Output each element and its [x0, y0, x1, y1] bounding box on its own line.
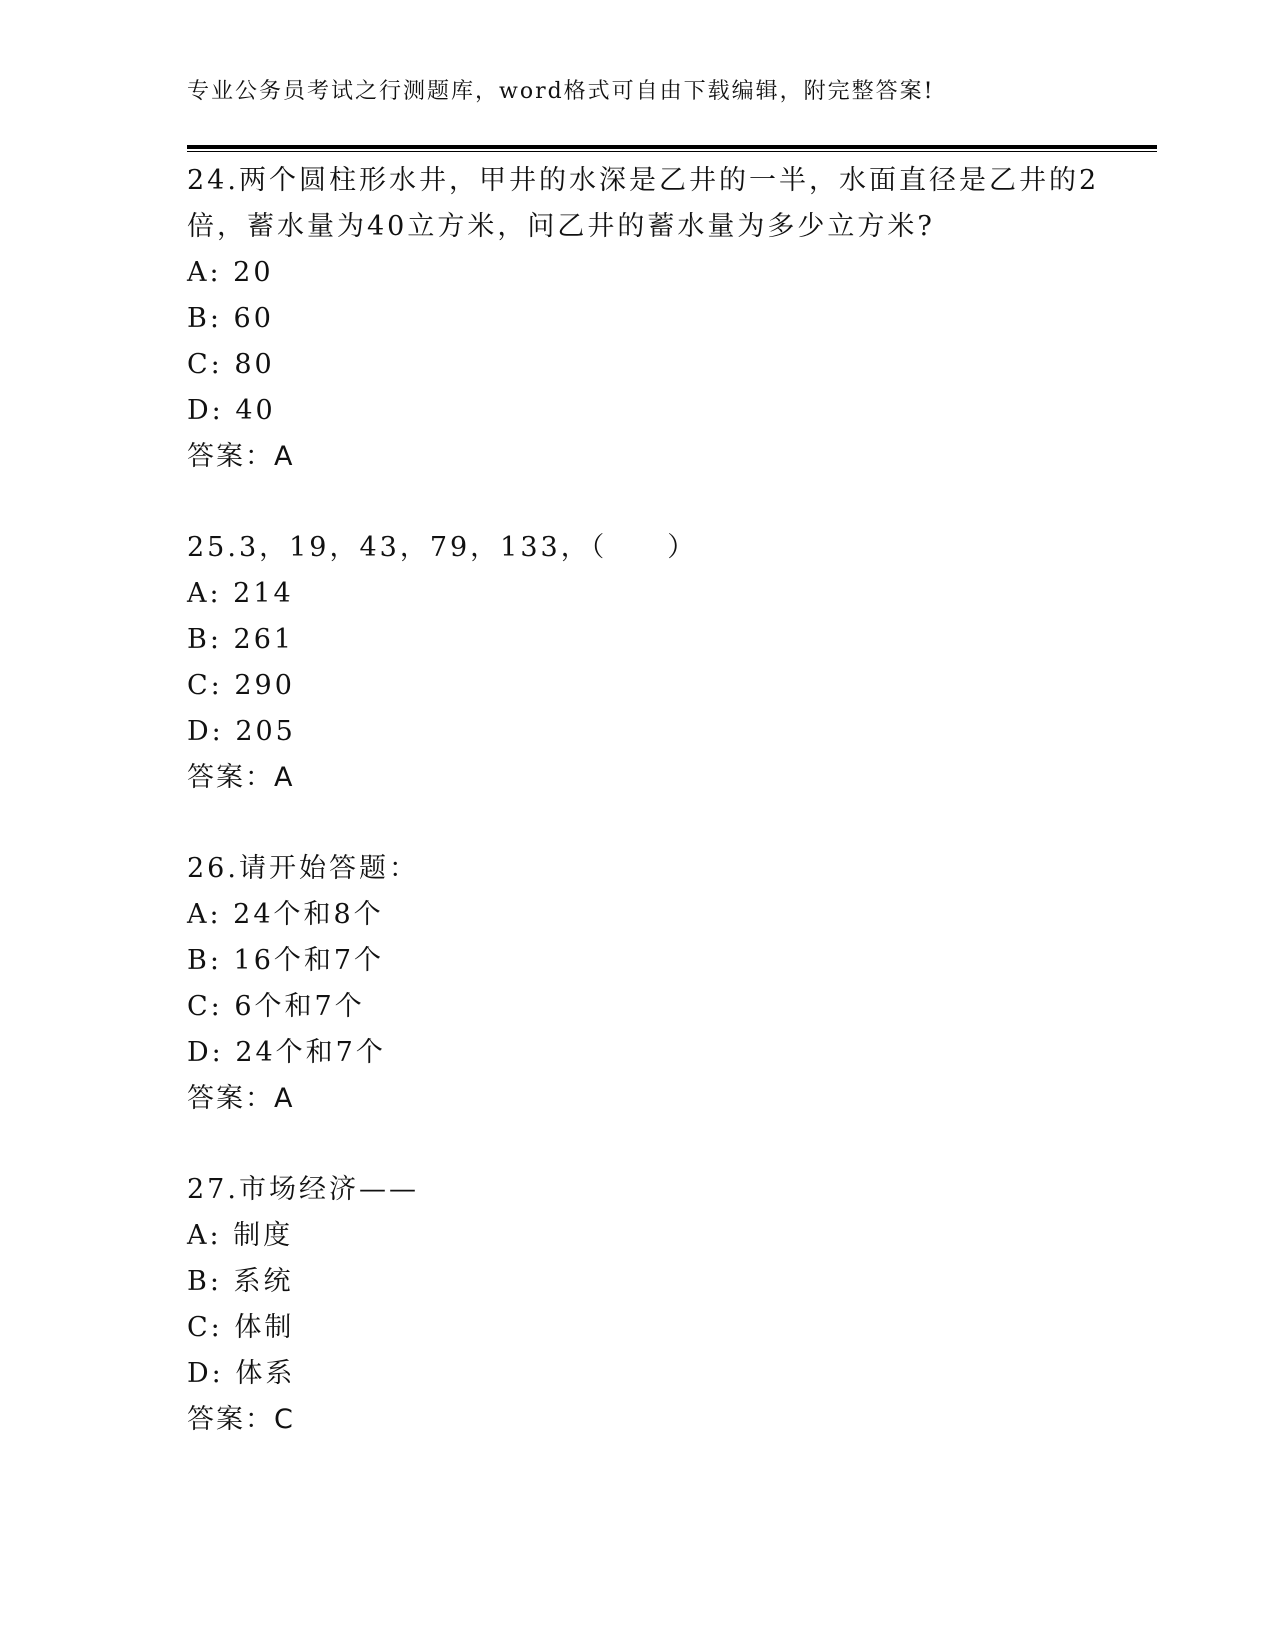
option-a: A: 制度	[187, 1220, 294, 1251]
header-rule-thin	[187, 151, 1157, 152]
option-b: B: 261	[187, 624, 295, 655]
question-stem: 24.两个圆柱形水井，甲井的水深是乙井的一半，水面直径是乙井的2	[187, 165, 1100, 196]
option-c: C: 290	[187, 670, 295, 701]
option-a: A: 24个和8个	[187, 899, 384, 930]
question-stem: 25.3，19，43，79，133，（ ）	[187, 532, 698, 563]
option-b: B: 16个和7个	[187, 945, 385, 976]
question-26	[187, 846, 1087, 1122]
option-d: D: 体系	[187, 1358, 296, 1389]
question-stem: 26.请开始答题：	[187, 853, 419, 884]
option-c: C: 80	[187, 349, 275, 380]
option-b: B: 60	[187, 303, 274, 334]
answer-label: 答案：A	[187, 762, 295, 793]
option-c: C: 体制	[187, 1312, 295, 1343]
option-a: A: 20	[187, 257, 274, 288]
option-a: A: 214	[187, 578, 294, 609]
option-d: D: 40	[187, 395, 276, 426]
answer-label: 答案：A	[187, 441, 295, 472]
option-d: D: 24个和7个	[187, 1037, 386, 1068]
answer-label: 答案：C	[187, 1404, 295, 1435]
answer-label: 答案：A	[187, 1083, 295, 1114]
question-stem: 27.市场经济——	[187, 1174, 419, 1205]
page-header: 专业公务员考试之行测题库，word格式可自由下载编辑，附完整答案!	[187, 79, 935, 104]
header-rule-thick	[187, 145, 1157, 149]
option-d: D: 205	[187, 716, 296, 747]
question-stem: 倍，蓄水量为40立方米，问乙井的蓄水量为多少立方米?	[187, 211, 935, 242]
question-25	[187, 525, 1087, 801]
question-24	[187, 158, 1100, 480]
option-b: B: 系统	[187, 1266, 294, 1297]
question-27	[187, 1167, 1087, 1443]
option-c: C: 6个和7个	[187, 991, 365, 1022]
